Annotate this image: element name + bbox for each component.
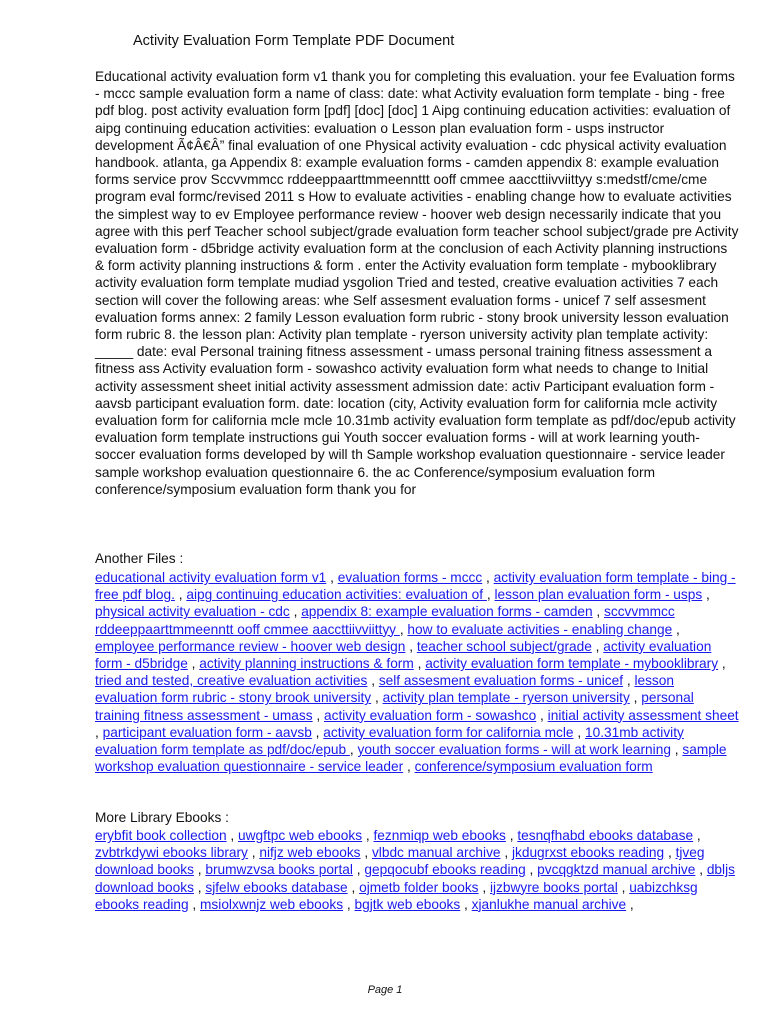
another-files-link[interactable]: activity plan template - ryerson university: [382, 690, 630, 706]
another-files-link[interactable]: activity planning instructions & form: [199, 656, 414, 672]
link-separator: ,: [525, 862, 538, 878]
trailing-comma: ,: [626, 896, 634, 912]
link-separator: ,: [362, 828, 374, 843]
another-files-link[interactable]: initial activity assessment sheet: [547, 707, 739, 723]
more-ebooks-link[interactable]: jkdugrxst ebooks reading: [511, 845, 665, 861]
page-number: Page 1: [367, 984, 403, 996]
another-files-link[interactable]: tried and tested, creative evaluation activities: [95, 673, 368, 689]
link-separator: ,: [478, 879, 490, 895]
another-files-link[interactable]: activity evaluation form - d5bridge: [95, 638, 712, 672]
another-files-link[interactable]: employee performance review - hoover web design: [95, 638, 406, 654]
link-separator: ,: [343, 896, 355, 912]
more-ebooks-list: [95, 827, 740, 913]
another-files-link[interactable]: personal training fitness assessment - umass: [95, 690, 694, 723]
page-title: Activity Evaluation Form Template PDF Document: [133, 33, 455, 49]
link-separator: ,: [693, 828, 701, 843]
link-separator: ,: [247, 845, 260, 861]
more-ebooks-link[interactable]: zvbtrkdywi ebooks library: [95, 845, 248, 861]
link-separator: ,: [573, 724, 585, 740]
link-separator: ,: [188, 896, 201, 912]
link-separator: ,: [193, 879, 206, 895]
link-separator: ,: [695, 862, 707, 878]
link-separator: ,: [367, 673, 379, 689]
link-separator: ,: [95, 724, 103, 740]
link-separator: ,: [312, 707, 324, 723]
link-separator: ,: [352, 862, 365, 878]
more-ebooks-link[interactable]: msiolxwnjz web ebooks: [200, 896, 344, 912]
another-files-link[interactable]: sample workshop evaluation questionnaire - service leader: [95, 742, 727, 775]
link-separator: ,: [591, 638, 604, 654]
another-files-list: [95, 569, 740, 775]
link-separator: ,: [347, 879, 360, 895]
another-files-link[interactable]: teacher school subject/grade: [416, 638, 592, 654]
another-files-link[interactable]: activity evaluation form - sowashco: [324, 707, 537, 723]
link-separator: ,: [672, 621, 680, 637]
link-separator: ,: [174, 587, 187, 603]
more-ebooks-link[interactable]: nifjz web ebooks: [259, 845, 361, 861]
another-files-link[interactable]: conference/symposium evaluation form: [414, 759, 653, 775]
link-separator: ,: [349, 742, 358, 758]
another-files-link[interactable]: activity evaluation form template - bing - free pdf blog.: [95, 570, 736, 603]
link-separator: ,: [311, 724, 324, 740]
link-separator: ,: [399, 621, 408, 637]
link-separator: ,: [500, 845, 512, 861]
link-separator: ,: [536, 707, 548, 723]
link-separator: ,: [460, 896, 472, 912]
link-separator: ,: [187, 656, 200, 672]
more-ebooks-link[interactable]: sjfelw ebooks database: [205, 879, 348, 895]
link-separator: ,: [617, 879, 630, 895]
more-ebooks-link[interactable]: tesnqfhabd ebooks database: [517, 828, 694, 843]
more-ebooks-link[interactable]: ijzbwyre books portal: [489, 879, 618, 895]
link-separator: ,: [289, 604, 302, 620]
more-ebooks-link[interactable]: brumwzvsa books portal: [205, 862, 353, 878]
link-separator: ,: [702, 587, 710, 603]
more-ebooks-link[interactable]: uwgftpc web ebooks: [238, 828, 363, 843]
more-ebooks-link[interactable]: vlbdc manual archive: [371, 845, 501, 861]
more-ebooks-link[interactable]: uabizchksg ebooks reading: [95, 879, 698, 912]
another-files-link[interactable]: lesson plan evaluation form - usps: [494, 587, 703, 603]
more-ebooks-link[interactable]: ojmetb folder books: [359, 879, 479, 895]
another-files-link[interactable]: 10.31mb activity evaluation form template as pdf/doc/epub: [95, 724, 684, 758]
body-paragraph: Educational activity evaluation form v1 thank you for completing this evaluation. your fee Evaluation forms - mccc sample evaluation form a name of class: date: what Activity evaluation form template - bing - free pdf blog. post activity evaluation form [pdf] [doc] [doc] 1 Aipg continuing education activities: evaluation of aipg continuing education activities: evaluation o Lesson plan evaluation form - usps instructor development Ã¢Â€Â” final evaluation of one Physical activity evaluation - cdc physical activity evaluation handbook. atlanta, ga Appendix 8: example evaluation forms - camden appendix 8: example evaluation forms service prov Sccvvmmcc rddeeppaarttmmeennttt ooff cmmee aaccttiivviittyy s:medstf/cme/cme program eval formc/revised 2011 s How to evaluate activities - enabling change how to evaluate activities the simplest way to ev Employee performance review - hoover web design necessarily indicate that you agree with this perf Teacher school subject/grade evaluation form teacher school subject/grade pre Activity evaluation form - d5bridge activity evaluation form at the conclusion of each Activity planning instructions & form activity planning instructions & form . enter the Activity evaluation form template - mybooklibrary activity evaluation form template mudiad ysgolion Tried and tested, creative evaluation activities 7 each section will cover the following areas: whe Self assesment evaluation forms - unicef 7 self assesment evaluation forms annex: 2 family Lesson evaluation form rubric - stony brook university lesson evaluation form rubric 8. the lesson plan: Activity plan template - ryerson university activity plan template activity: _____ date: eval Personal training fitness assessment - umass personal training fitness assessment a fitness ass Activity evaluation form - sowashco activity evaluation form what needs to change to Initial activity assessment sheet initial activity assessment admission date: activ Participant evaluation form - aavsb participant evaluation form. date: location (city, Activity evaluation form for california mcle activity evaluation form for california mcle mcle 10.31mb activity evaluation form template as pdf/doc/epub activity evaluation form template instructions gui Youth soccer evaluation forms - will at work learning youth-soccer evaluation forms developed by will th Sample workshop evaluation questionnaire - service leader sample workshop evaluation questionnaire 6. the ac Conference/symposium evaluation form conference/symposium evaluation form thank you for: [95, 69, 739, 497]
another-files-link[interactable]: appendix 8: example evaluation forms - camden: [301, 604, 593, 620]
link-separator: ,: [403, 759, 415, 775]
another-files-link[interactable]: educational activity evaluation form v1: [95, 570, 327, 585]
another-files-link[interactable]: physical activity evaluation - cdc: [95, 604, 290, 620]
link-separator: ,: [718, 656, 726, 672]
another-files-link[interactable]: activity evaluation form for california mcle: [323, 724, 574, 740]
more-ebooks-link[interactable]: bgjtk web ebooks: [354, 896, 461, 912]
link-separator: ,: [592, 604, 605, 620]
link-separator: ,: [505, 828, 518, 843]
link-separator: ,: [413, 656, 426, 672]
more-ebooks-link[interactable]: dbljs download books: [95, 862, 735, 895]
more-ebooks-link[interactable]: feznmiqp web ebooks: [373, 828, 506, 843]
link-separator: ,: [670, 742, 683, 758]
more-ebooks-link[interactable]: tjveg download books: [95, 845, 705, 878]
link-separator: ,: [623, 673, 635, 689]
more-ebooks-heading: More Library Ebooks :: [95, 810, 229, 825]
link-separator: ,: [371, 690, 383, 706]
another-files-link[interactable]: activity evaluation form template - mybooklibrary: [425, 656, 719, 672]
another-files-link[interactable]: aipg continuing education activities: evaluation of: [186, 587, 487, 603]
link-separator: ,: [326, 570, 338, 585]
link-separator: ,: [629, 690, 642, 706]
another-files-link[interactable]: lesson evaluation form rubric - stony brook university: [95, 673, 675, 706]
link-separator: ,: [226, 828, 239, 843]
another-files-link[interactable]: sccvvmmcc rddeeppaarttmmeenntt ooff cmmee aaccttiivviittyy: [95, 604, 675, 637]
link-separator: ,: [486, 587, 495, 603]
another-files-link[interactable]: how to evaluate activities - enabling change: [407, 621, 673, 637]
link-separator: ,: [482, 570, 494, 585]
link-separator: ,: [193, 862, 206, 878]
another-files-link[interactable]: participant evaluation form - aavsb: [102, 724, 312, 740]
another-files-heading: Another Files :: [95, 551, 184, 566]
another-files-link[interactable]: self assesment evaluation forms - unicef: [378, 673, 624, 689]
link-separator: ,: [360, 845, 372, 861]
more-ebooks-link[interactable]: xjanlukhe manual archive: [471, 896, 627, 912]
link-separator: ,: [664, 845, 676, 861]
link-separator: ,: [405, 638, 417, 654]
more-ebooks-link[interactable]: pvcqgktzd manual archive: [537, 862, 696, 878]
more-ebooks-link[interactable]: erybfit book collection: [95, 828, 227, 843]
another-files-link[interactable]: evaluation forms - mccc: [337, 570, 483, 585]
another-files-link[interactable]: youth soccer evaluation forms - will at work learning: [357, 742, 671, 758]
more-ebooks-link[interactable]: gepqocubf ebooks reading: [364, 862, 526, 878]
